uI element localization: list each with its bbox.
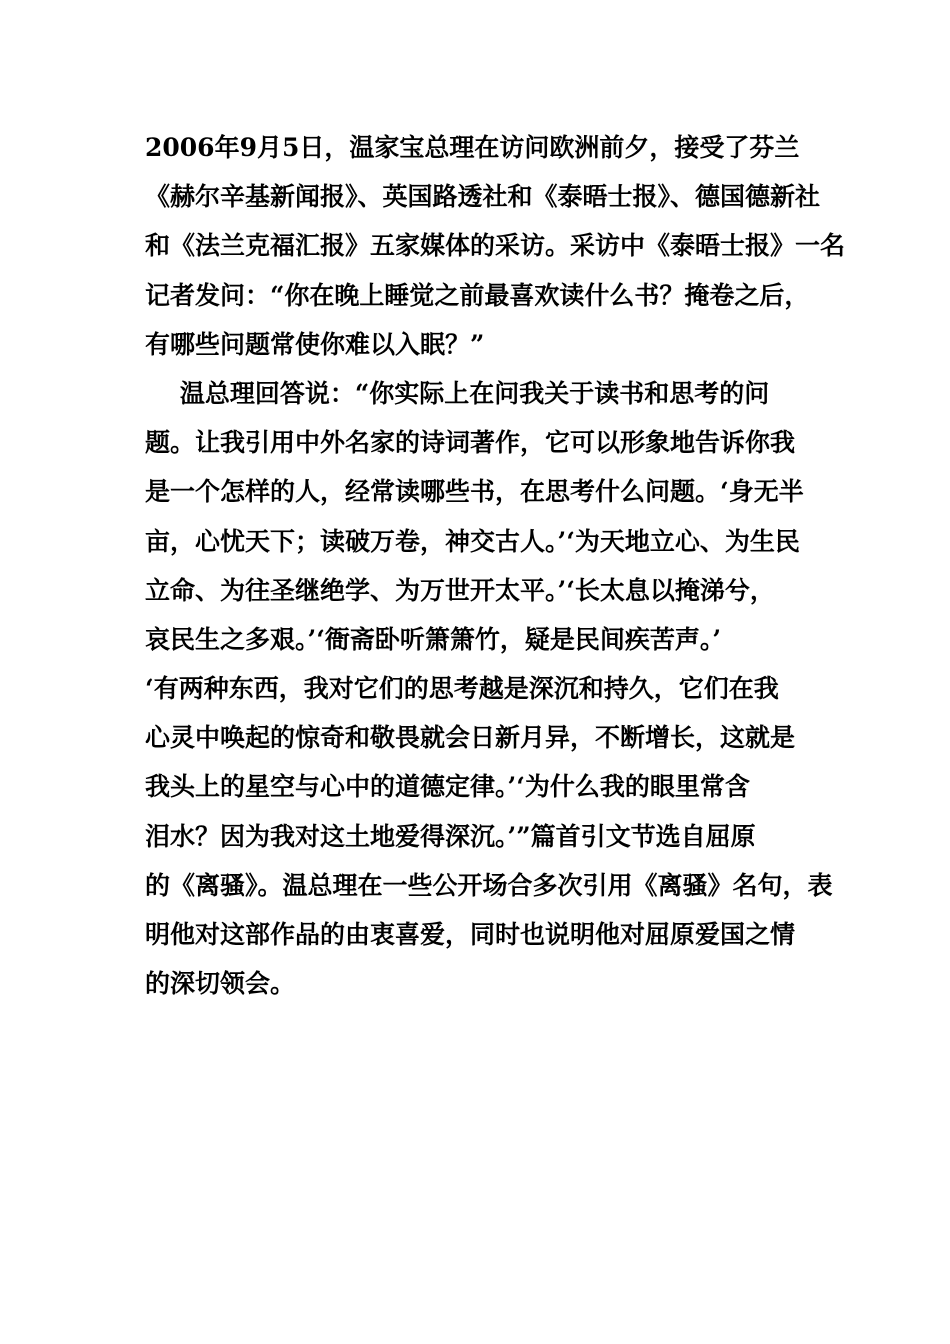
- text-line-5: 有哪些问题常使你难以入眠？”: [145, 329, 485, 359]
- text-line-4: 记者发问：“你在晚上睡觉之前最喜欢读什么书？掩卷之后，: [145, 280, 810, 310]
- text-line-17: 明他对这部作品的由衷喜爱，同时也说明他对屈原爱国之情: [145, 920, 796, 949]
- text-line-16: 的《离骚》。温总理在一些公开场合多次引用《离骚》名句，表: [145, 870, 833, 900]
- text-line-3: 和《法兰克福汇报》五家媒体的采访。采访中《泰晤士报》一名: [145, 231, 846, 261]
- text-line-10: 立命、为往圣继绝学、为万世开太平。’‘长太息以掩涕兮，: [145, 575, 775, 605]
- text-line-9: 亩，心忧天下；读破万卷，神交古人。’‘为天地立心、为生民: [145, 526, 800, 556]
- text-line-18: 的深切领会。: [145, 969, 296, 999]
- article-body: [145, 123, 846, 1008]
- text-line-7: 题。让我引用中外名家的诗词著作，它可以形象地告诉你我: [145, 428, 796, 458]
- text-line-8: 是一个怎样的人，经常读哪些书，在思考什么问题。‘身无半: [145, 477, 804, 507]
- text-line-11: 哀民生之多艰。’‘衙斋卧听箫箫竹，疑是民间疾苦声。’: [145, 624, 722, 654]
- text-line-6: 温总理回答说：“你实际上在问我关于读书和思考的问: [145, 378, 770, 408]
- text-line-15: 泪水？因为我对这土地爱得深沉。’”篇首引文节选自屈原: [145, 821, 756, 851]
- text-line-2: 《赫尔辛基新闻报》、英国路透社和《泰晤士报》、德国德新社: [145, 182, 821, 212]
- text-line-1: 2006年9月5日，温家宝总理在访问欧洲前夕，接受了芬兰: [145, 133, 800, 162]
- text-line-12: ‘有两种东西，我对它们的思考越是深沉和持久，它们在我: [145, 674, 779, 704]
- text-line-13: 心灵中唤起的惊奇和敬畏就会日新月异，不断增长，这就是: [145, 723, 796, 753]
- text-line-14: 我头上的星空与心中的道德定律。’‘为什么我的眼里常含: [145, 772, 750, 802]
